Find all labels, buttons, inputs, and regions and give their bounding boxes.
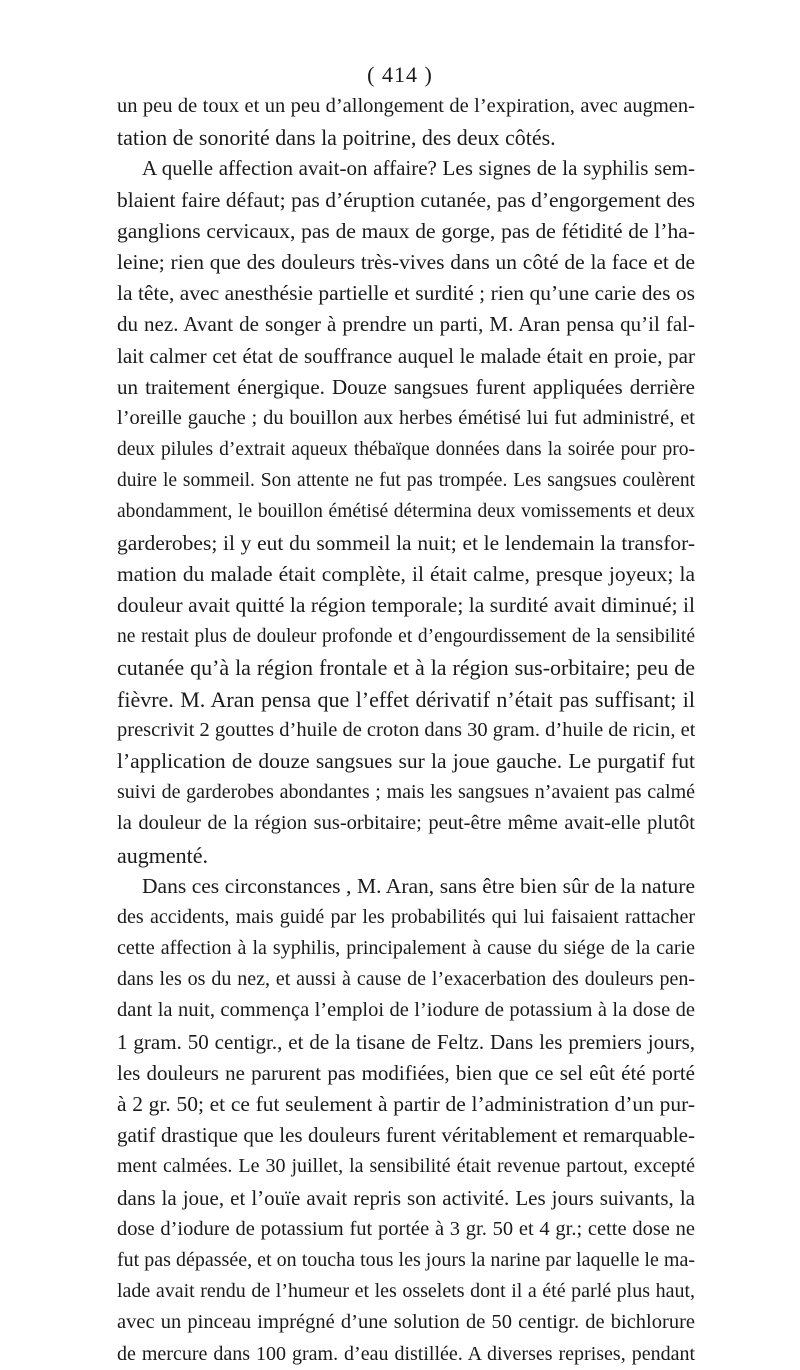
text-line: prescrivit 2 gouttes d’huile de croton dans 30 gram. d’huile de ricin, et bbox=[117, 718, 695, 741]
text-line: tation de sonorité dans la poitrine, des deux côtés. bbox=[117, 125, 556, 151]
text-line: l’oreille gauche ; du bouillon aux herbes émétisé lui fut administré, et bbox=[117, 406, 695, 429]
text-line: gatif drastique que les douleurs furent véritablement et remarquable- bbox=[117, 1123, 695, 1148]
paragraph-2 bbox=[117, 153, 695, 870]
paragraph-3 bbox=[117, 871, 695, 1370]
text-line: leine; rien que des douleurs très-vives dans un côté de la face et de bbox=[117, 249, 695, 274]
text-line: lade avait rendu de l’humeur et les osselets dont il a été parlé plus haut, bbox=[117, 1280, 695, 1303]
text-line: avec un pinceau imprégné d’une solution de 50 centigr. de bichlorure bbox=[117, 1311, 695, 1334]
text-line: un peu de toux et un peu d’allongement de l’expiration, avec augmen- bbox=[117, 95, 695, 117]
text-line: A quelle affection avait-on affaire? Les signes de la syphilis sem- bbox=[142, 156, 695, 181]
text-line: augmenté. bbox=[117, 842, 209, 868]
text-line: douleur avait quitté la région temporale; la surdité avait diminué; il bbox=[117, 593, 695, 617]
text-line: abondamment, le bouillon émétisé détermina deux vomissements et deux bbox=[117, 501, 695, 523]
text-line: des accidents, mais guidé par les probabilités qui lui faisaient rattacher bbox=[117, 905, 695, 928]
text-line: blaient faire défaut; pas d’éruption cutanée, pas d’engorgement des bbox=[117, 187, 695, 212]
page-number: ( 414 ) bbox=[367, 62, 433, 87]
text-line: ne restait plus de douleur profonde et d’engourdissement de la sensibilité bbox=[117, 626, 695, 648]
text-line: mation du malade était complète, il était calme, presque joyeux; la bbox=[117, 561, 695, 586]
text-line: garderobes; il y eut du sommeil la nuit; et le lendemain la transfor- bbox=[117, 530, 695, 555]
text-line: fut pas dépassée, et on toucha tous les jours la narine par laquelle le ma- bbox=[117, 1248, 695, 1271]
text-line: la tête, avec anesthésie partielle et surdité ; rien qu’une carie des os bbox=[117, 281, 695, 306]
text-line: un traitement énergique. Douze sangsues furent appliquées derrière bbox=[117, 374, 695, 399]
text-line: l’application de douze sangsues sur la joue gauche. Le purgatif fut bbox=[117, 748, 695, 773]
text-line: la douleur de la région sus-orbitaire; peut-être même avait-elle plutôt bbox=[117, 812, 695, 835]
text-line: suivi de garderobes abondantes ; mais les sangsues n’avaient pas calmé bbox=[117, 781, 695, 804]
text-line: deux pilules d’extrait aqueux thébaïque données dans la soirée pour pro- bbox=[117, 439, 695, 461]
paragraph-1 bbox=[117, 91, 695, 153]
text-line: cette affection à la syphilis, principalement à cause du siége de la carie bbox=[117, 937, 695, 960]
text-line: dans les os du nez, et aussi à cause de l’exacerbation des douleurs pen- bbox=[117, 968, 695, 991]
text-line: Dans ces circonstances , M. Aran, sans être bien sûr de la nature bbox=[142, 873, 695, 898]
text-line: dose d’iodure de potassium fut portée à 3 gr. 50 et 4 gr.; cette dose ne bbox=[117, 1217, 695, 1240]
text-line: à 2 gr. 50; et ce fut seulement à partir de l’administration d’un pur- bbox=[117, 1092, 695, 1116]
text-line: duire le sommeil. Son attente ne fut pas trompée. Les sangsues coulèrent bbox=[117, 470, 695, 492]
text-line: de mercure dans 100 gram. d’eau distillée. A diverses reprises, pendant bbox=[117, 1342, 695, 1365]
text-line: dans la joue, et l’ouïe avait repris son activité. Les jours suivants, la bbox=[117, 1185, 695, 1210]
text-line: ganglions cervicaux, pas de maux de gorge, pas de fétidité de l’ha- bbox=[117, 218, 695, 243]
text-line: 1 gram. 50 centigr., et de la tisane de Feltz. Dans les premiers jours, bbox=[117, 1029, 695, 1054]
text-line: dant la nuit, commença l’emploi de l’iodure de potassium à la dose de bbox=[117, 999, 695, 1022]
text-line: cutanée qu’à la région frontale et à la région sus-orbitaire; peu de bbox=[117, 655, 695, 681]
body-text bbox=[117, 91, 695, 1370]
text-line: les douleurs ne parurent pas modifiées, bien que ce sel eût été porté bbox=[117, 1060, 695, 1085]
text-line: ment calmées. Le 30 juillet, la sensibilité était revenue partout, excepté bbox=[117, 1155, 695, 1178]
text-line: lait calmer cet état de souffrance auquel le malade était en proie, par bbox=[117, 343, 695, 368]
text-line: fièvre. M. Aran pensa que l’effet dérivatif n’était pas suffisant; il bbox=[117, 686, 695, 712]
text-line: du nez. Avant de songer à prendre un parti, M. Aran pensa qu’il fal- bbox=[117, 312, 695, 337]
